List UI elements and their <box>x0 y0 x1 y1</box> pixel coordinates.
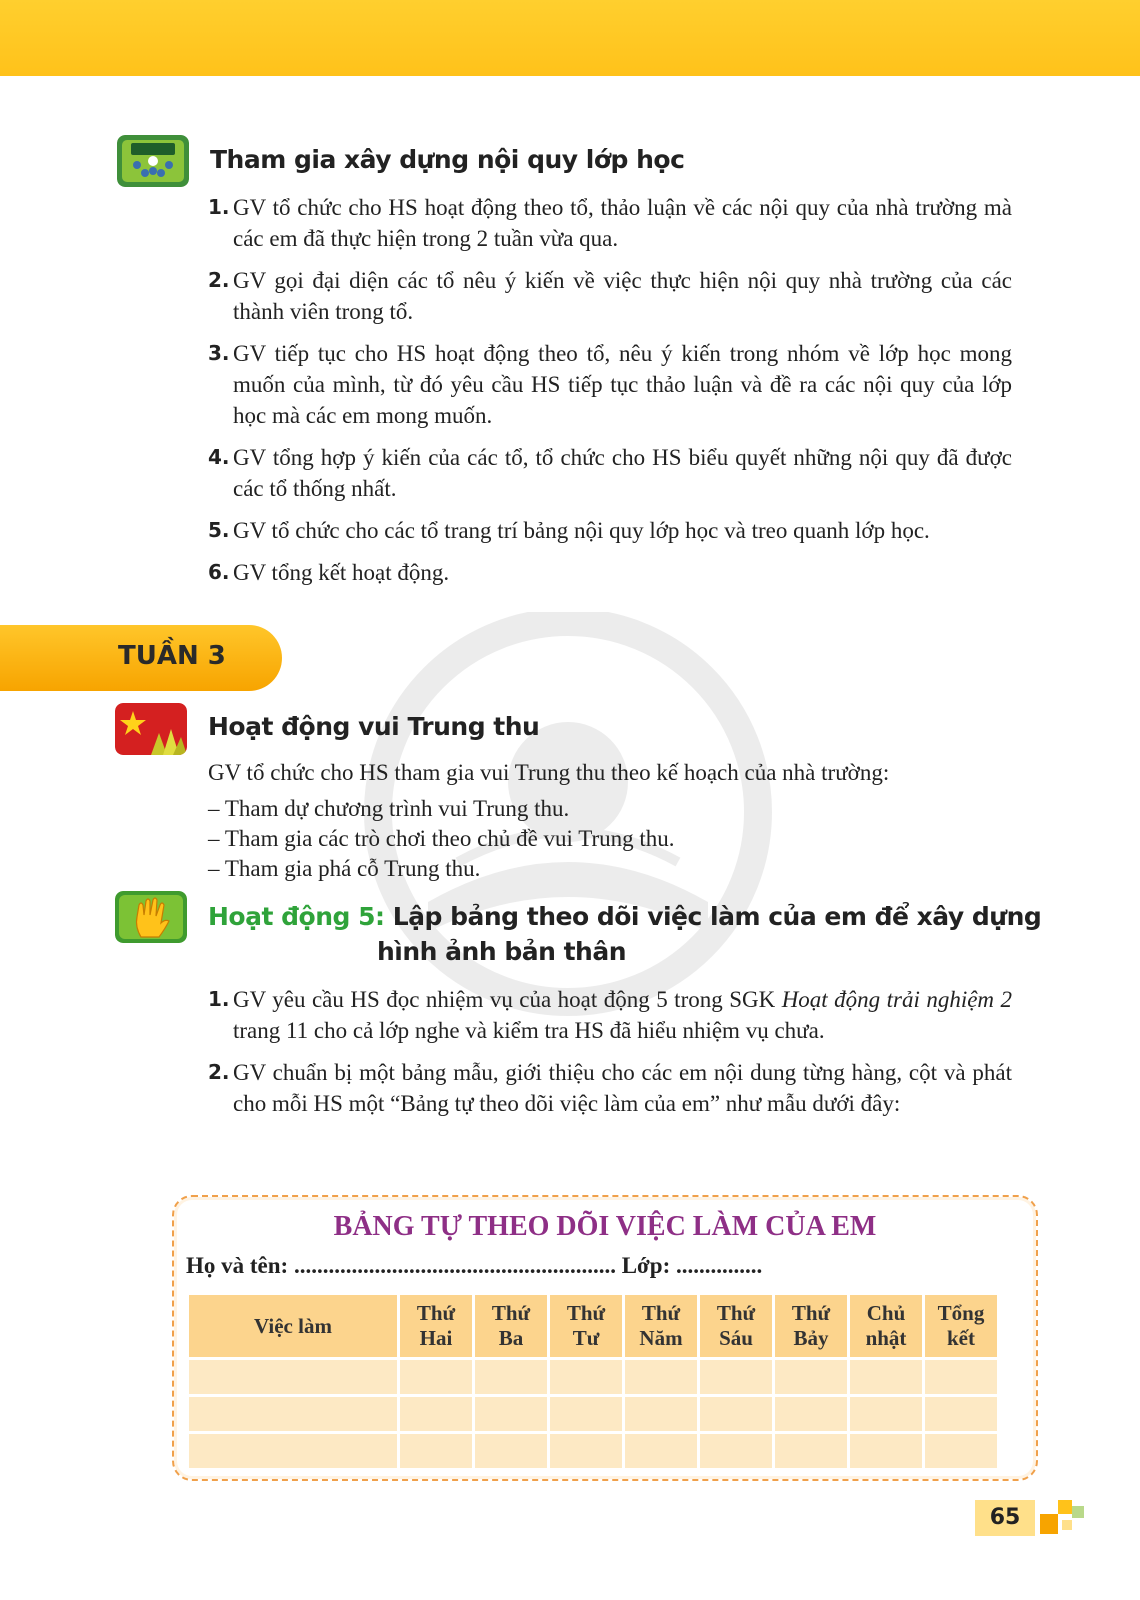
week-label: TUẦN 3 <box>118 641 226 671</box>
activity-5-title-line2: hình ảnh bản thân <box>377 937 627 966</box>
tracking-table-card <box>172 1195 1038 1481</box>
header-wednesday: Thứ Tư <box>550 1295 622 1357</box>
header-total: Tổng kết <box>925 1295 997 1357</box>
mid-autumn-bullet-3: – Tham gia phá cỗ Trung thu. <box>208 856 481 881</box>
raised-hand-icon <box>115 891 187 943</box>
table-row <box>189 1360 997 1394</box>
list-item: 4. GV tổng hợp ý kiến của các tổ, tổ chức cho HS biểu quyết những nội quy đã được các tổ thống nhất. <box>208 445 1012 501</box>
class-rules-steps <box>208 192 1012 599</box>
header-monday: Thứ Hai <box>400 1295 472 1357</box>
activity-5-heading <box>208 902 1041 931</box>
section-title-class-rules: Tham gia xây dựng nội quy lớp học <box>210 145 685 174</box>
mid-autumn-bullet-1: – Tham dự chương trình vui Trung thu. <box>208 796 570 821</box>
top-banner <box>0 0 1140 76</box>
page-number: 65 <box>975 1500 1035 1536</box>
table-row <box>189 1434 997 1468</box>
header-tuesday: Thứ Ba <box>475 1295 547 1357</box>
table-row <box>189 1397 997 1431</box>
flag-star-icon <box>115 703 187 755</box>
table-header-row <box>189 1295 997 1357</box>
activity-5-steps <box>208 984 1012 1130</box>
corner-decoration <box>1072 1506 1084 1518</box>
section-title-mid-autumn: Hoạt động vui Trung thu <box>208 712 540 741</box>
list-item: 2. GV chuẩn bị một bảng mẫu, giới thiệu cho các em nội dung từng hàng, cột và phát cho mỗi HS một “Bảng tự theo dõi việc làm của em” như mẫu dưới đây: <box>208 1060 1012 1116</box>
list-item: 3. GV tiếp tục cho HS hoạt động theo tổ, nêu ý kiến trong nhóm về lớp học mong muốn của mình, từ đó yêu cầu HS tiếp tục thảo luận và đề ra các nội quy của lớp học mà các em mong muốn. <box>208 341 1012 428</box>
corner-decoration <box>1062 1520 1072 1530</box>
list-item: 1. GV yêu cầu HS đọc nhiệm vụ của hoạt động 5 trong SGK Hoạt động trải nghiệm 2 trang 11 cho cả lớp nghe và kiểm tra HS đã hiểu nhiệm vụ chưa. <box>208 987 1012 1043</box>
header-thursday: Thứ Năm <box>625 1295 697 1357</box>
activity-5-label: Hoạt động 5: <box>208 902 385 931</box>
mid-autumn-bullet-2: – Tham gia các trò chơi theo chủ đề vui Trung thu. <box>208 826 675 851</box>
name-class-line: Họ và tên: ........................................................ Lớp: ............... <box>186 1253 763 1278</box>
list-item: 6. GV tổng kết hoạt động. <box>208 560 450 585</box>
week-tab <box>0 625 282 691</box>
header-saturday: Thứ Bảy <box>775 1295 847 1357</box>
classroom-group-icon <box>117 135 189 187</box>
mid-autumn-intro: GV tổ chức cho HS tham gia vui Trung thu theo kế hoạch của nhà trường: <box>208 760 890 785</box>
header-friday: Thứ Sáu <box>700 1295 772 1357</box>
header-sunday: Chủ nhật <box>850 1295 922 1357</box>
activity-5-title-line1: Lập bảng theo dõi việc làm của em để xây dựng <box>392 902 1042 931</box>
tracking-table <box>186 1292 1000 1471</box>
list-item: 1. GV tổ chức cho HS hoạt động theo tổ, thảo luận về các nội quy của nhà trường mà các em đã thực hiện trong 2 tuần vừa qua. <box>208 195 1012 251</box>
corner-decoration <box>1040 1514 1058 1534</box>
list-item: 5. GV tổ chức cho các tổ trang trí bảng nội quy lớp học và treo quanh lớp học. <box>208 518 930 543</box>
header-task: Việc làm <box>189 1295 397 1357</box>
list-item: 2. GV gọi đại diện các tổ nêu ý kiến về việc thực hiện nội quy nhà trường của các thành viên trong tổ. <box>208 268 1012 324</box>
corner-decoration <box>1058 1500 1072 1514</box>
tracking-table-title: BẢNG TỰ THEO DÕI VIỆC LÀM CỦA EM <box>333 1211 877 1242</box>
